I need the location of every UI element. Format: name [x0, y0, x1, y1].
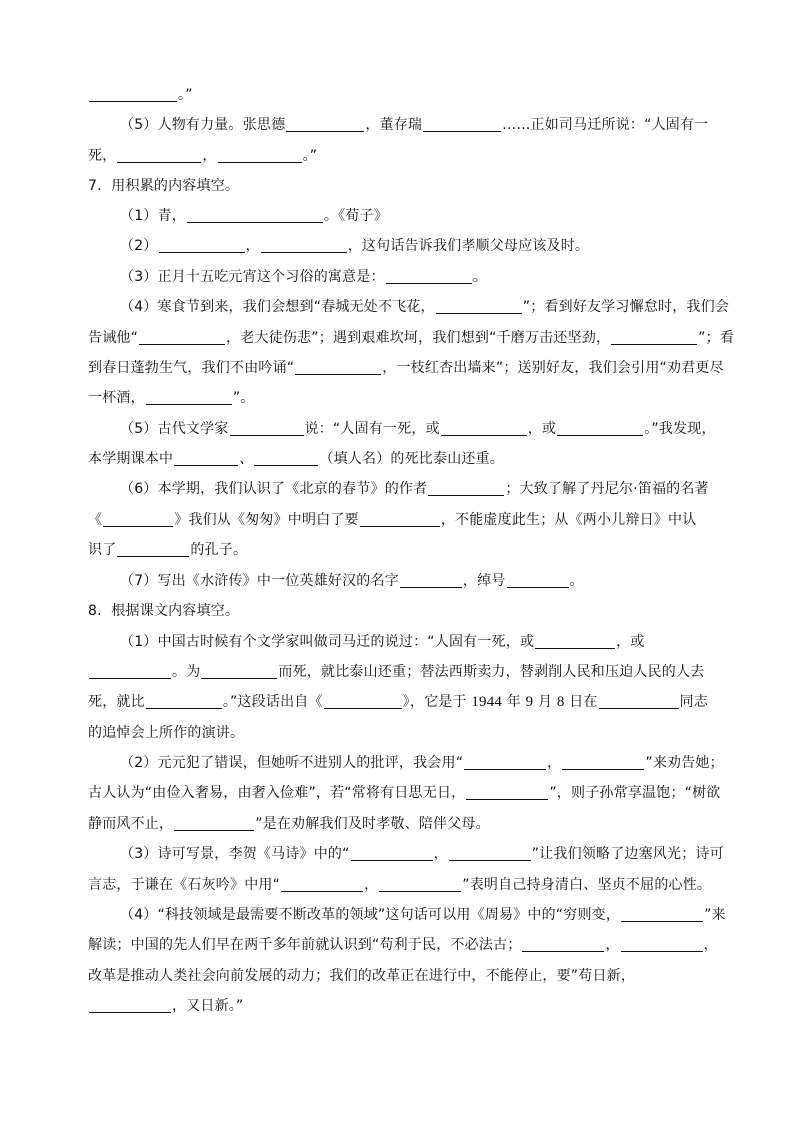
date-number: 8	[556, 694, 565, 710]
text-segment: 的孔子。	[190, 542, 248, 558]
answer-blank[interactable]	[557, 421, 643, 436]
answer-blank[interactable]	[379, 877, 461, 892]
text-segment: ”。	[232, 390, 255, 406]
answer-blank[interactable]	[386, 269, 472, 284]
text-segment: （1）中国古时候有个文学家叫做司马迁的说过：“人固有一死，或	[120, 634, 535, 650]
answer-blank[interactable]	[89, 664, 171, 679]
text-segment: ；大致了解了丹尼尔·笛福的名著	[505, 481, 709, 497]
answer-blank[interactable]	[621, 907, 703, 922]
answer-blank[interactable]	[599, 694, 679, 709]
text-segment: 死，就比	[88, 694, 145, 710]
text-line	[120, 267, 487, 287]
answer-blank[interactable]	[201, 664, 277, 679]
answer-blank[interactable]	[466, 785, 548, 800]
text-segment: （5）古代文学家	[120, 421, 229, 437]
text-segment: 静而风不止，	[88, 816, 174, 832]
text-segment: ，	[245, 238, 260, 254]
text-line	[120, 905, 726, 925]
text-line	[120, 753, 724, 773]
text-segment: 7．用积累的内容填空。	[88, 178, 240, 194]
answer-blank[interactable]	[507, 573, 569, 588]
text-segment: ，	[703, 937, 718, 953]
text-segment: 的追悼会上所作的演讲。	[88, 725, 245, 741]
answer-blank[interactable]	[254, 451, 318, 466]
answer-blank[interactable]	[146, 694, 222, 709]
text-segment: （3）正月十五吃元宵这个习俗的寓意是：	[120, 269, 385, 285]
text-segment: ”；看	[698, 330, 735, 346]
answer-blank[interactable]	[324, 694, 402, 709]
text-line	[120, 206, 388, 226]
text-segment: ，一枝红杏出墙来”；送别好友，我们会引用“劝君更尽	[382, 360, 724, 376]
text-line	[88, 814, 490, 834]
answer-blank[interactable]	[89, 998, 171, 1013]
text-segment: 。	[569, 573, 584, 589]
text-segment: ，	[433, 846, 448, 862]
answer-blank[interactable]	[261, 238, 347, 253]
text-segment: 而死，就比泰山还重；替法西斯卖力，替剥削人民和压迫人民的人去	[278, 664, 705, 680]
text-segment: ，又日新。”	[172, 998, 244, 1014]
text-line	[88, 146, 317, 166]
text-segment: 。”	[302, 148, 318, 164]
answer-blank[interactable]	[286, 117, 364, 132]
answer-blank[interactable]	[117, 148, 201, 163]
text-segment: 。《荀子》	[323, 208, 388, 224]
answer-blank[interactable]	[428, 481, 504, 496]
answer-blank[interactable]	[436, 299, 522, 314]
text-segment: 。为	[172, 664, 201, 680]
text-segment: 说：“人固有一死，或	[304, 421, 440, 437]
answer-blank[interactable]	[103, 512, 173, 527]
answer-blank[interactable]	[295, 360, 381, 375]
answer-blank[interactable]	[117, 542, 189, 557]
text-segment: 》我们从《匆匆》中明白了要	[174, 512, 359, 528]
answer-blank[interactable]	[535, 634, 615, 649]
text-segment: （2）	[120, 238, 158, 254]
answer-blank[interactable]	[281, 877, 363, 892]
text-segment: 年	[502, 694, 526, 710]
answer-blank[interactable]	[174, 816, 254, 831]
text-segment: 《	[88, 512, 103, 528]
text-segment: ，或	[527, 421, 557, 437]
text-line	[88, 358, 724, 378]
text-line	[88, 692, 708, 712]
answer-blank[interactable]	[562, 755, 644, 770]
answer-blank[interactable]	[441, 421, 527, 436]
text-segment: 月	[533, 694, 557, 710]
text-line	[120, 236, 589, 256]
answer-blank[interactable]	[230, 421, 304, 436]
text-segment: ，董存瑞	[365, 117, 423, 133]
answer-blank[interactable]	[522, 937, 604, 952]
text-segment: ”，则子孙常享温饱；“树欲	[549, 785, 721, 801]
text-segment: 同志	[679, 694, 709, 710]
answer-blank[interactable]	[449, 846, 531, 861]
text-segment: 死，	[88, 148, 117, 164]
text-segment: （4）“科技领域是最需要不断改革的领域”这句话可以用《周易》中的“穷则变，	[120, 907, 621, 923]
text-segment: 8．根据课文内容填空。	[88, 603, 240, 619]
text-segment: 日在	[564, 694, 598, 710]
answer-blank[interactable]	[360, 512, 440, 527]
text-segment: （4）寒食节到来，我们会想到“春城无处不飞花，	[120, 299, 435, 315]
text-segment: 改革是推动人类社会向前发展的动力；我们的改革正在进行中，不能停止，要”苟日新，	[88, 968, 636, 984]
text-segment: ，这句话告诉我们孝顺父母应该及时。	[347, 238, 590, 254]
answer-blank[interactable]	[146, 390, 232, 405]
text-line	[88, 966, 635, 986]
text-line	[88, 85, 193, 105]
text-segment: ，不能虚度此生；从《两小儿辩日》中认	[440, 512, 697, 528]
date-number: 9	[525, 694, 534, 710]
text-line	[88, 449, 504, 469]
text-segment: ”是在劝解我们及时孝敬、陪伴父母。	[255, 816, 490, 832]
answer-blank[interactable]	[174, 451, 238, 466]
text-segment: 。”	[178, 87, 193, 103]
text-line	[120, 571, 584, 591]
text-line	[88, 176, 239, 196]
text-segment: （2）元元犯了错误，但她听不进别人的批评，我会用“	[120, 755, 464, 771]
text-segment: ”来劝告她；	[645, 755, 724, 771]
text-segment: ，	[547, 755, 562, 771]
text-segment: ……正如司马迁所说：“人固有一	[502, 117, 709, 133]
text-segment: （5）人物有力量。张思德	[120, 117, 286, 133]
text-line	[88, 875, 711, 895]
text-segment: ”；看到好友学习懈怠时，我们会	[522, 299, 730, 315]
text-segment: 本学期课本中	[88, 451, 174, 467]
text-segment: ，	[605, 937, 620, 953]
text-segment: ，或	[616, 634, 645, 650]
text-line	[88, 540, 247, 560]
text-segment: 。”我发现，	[644, 421, 716, 437]
text-line	[88, 723, 244, 743]
text-line	[88, 510, 696, 530]
answer-blank[interactable]	[621, 937, 703, 952]
text-segment: （1）青，	[120, 208, 186, 224]
text-line	[120, 419, 716, 439]
text-line	[88, 662, 704, 682]
text-segment: ”让我们领略了边塞风光；诗可	[531, 846, 724, 862]
text-segment: ，	[202, 148, 217, 164]
answer-blank[interactable]	[139, 330, 225, 345]
text-segment: （3）诗可写景，李贺《马诗》中的“	[120, 846, 350, 862]
text-segment: 。”这段话出自《	[222, 694, 323, 710]
text-segment: （填人名）的死比泰山还重。	[319, 451, 505, 467]
text-line	[120, 479, 709, 499]
answer-blank[interactable]	[464, 755, 546, 770]
date-number: 1944	[471, 694, 503, 710]
text-segment: ，绰号	[462, 573, 506, 589]
text-segment: （6）本学期，我们认识了《北京的春节》的作者	[120, 481, 428, 497]
text-line	[120, 844, 724, 864]
text-line	[120, 297, 729, 317]
text-segment: ，老大徒伤悲”；遇到艰难坎坷，我们想到“千磨万击还坚劲，	[226, 330, 611, 346]
text-line	[120, 115, 708, 135]
text-segment: 解读；中国的先人们早在两千多年前就认识到“苟利于民，不必法古；	[88, 937, 522, 953]
text-line	[88, 996, 243, 1016]
text-line	[88, 601, 239, 621]
answer-blank[interactable]	[89, 87, 177, 102]
text-segment: 告诫他“	[88, 330, 139, 346]
answer-blank[interactable]	[218, 148, 302, 163]
text-segment: 。	[472, 269, 487, 285]
text-line	[88, 388, 254, 408]
text-segment: 、	[239, 451, 254, 467]
answer-blank[interactable]	[351, 846, 433, 861]
text-line	[120, 632, 645, 652]
text-segment: 识了	[88, 542, 117, 558]
text-line	[88, 935, 718, 955]
text-segment: 一杯酒，	[88, 390, 145, 406]
text-segment: 古人认为“由俭入奢易，由奢入俭难”，若“常将有日思无日，	[88, 785, 466, 801]
text-segment: （7）写出《水浒传》中一位英雄好汉的名字	[120, 573, 399, 589]
text-segment: ，	[364, 877, 379, 893]
text-segment: ”表明自己持身清白、坚贞不屈的心性。	[462, 877, 712, 893]
answer-blank[interactable]	[187, 208, 323, 223]
text-line	[88, 783, 720, 803]
answer-blank[interactable]	[400, 573, 462, 588]
answer-blank[interactable]	[611, 330, 697, 345]
text-segment: 到春日蓬勃生气，我们不由吟诵“	[88, 360, 295, 376]
text-segment: 言志，于谦在《石灰吟》中用“	[88, 877, 281, 893]
text-segment: 》，它是于	[402, 694, 472, 710]
text-line	[88, 328, 734, 348]
answer-blank[interactable]	[159, 238, 245, 253]
answer-blank[interactable]	[423, 117, 501, 132]
text-segment: ”来	[704, 907, 726, 923]
